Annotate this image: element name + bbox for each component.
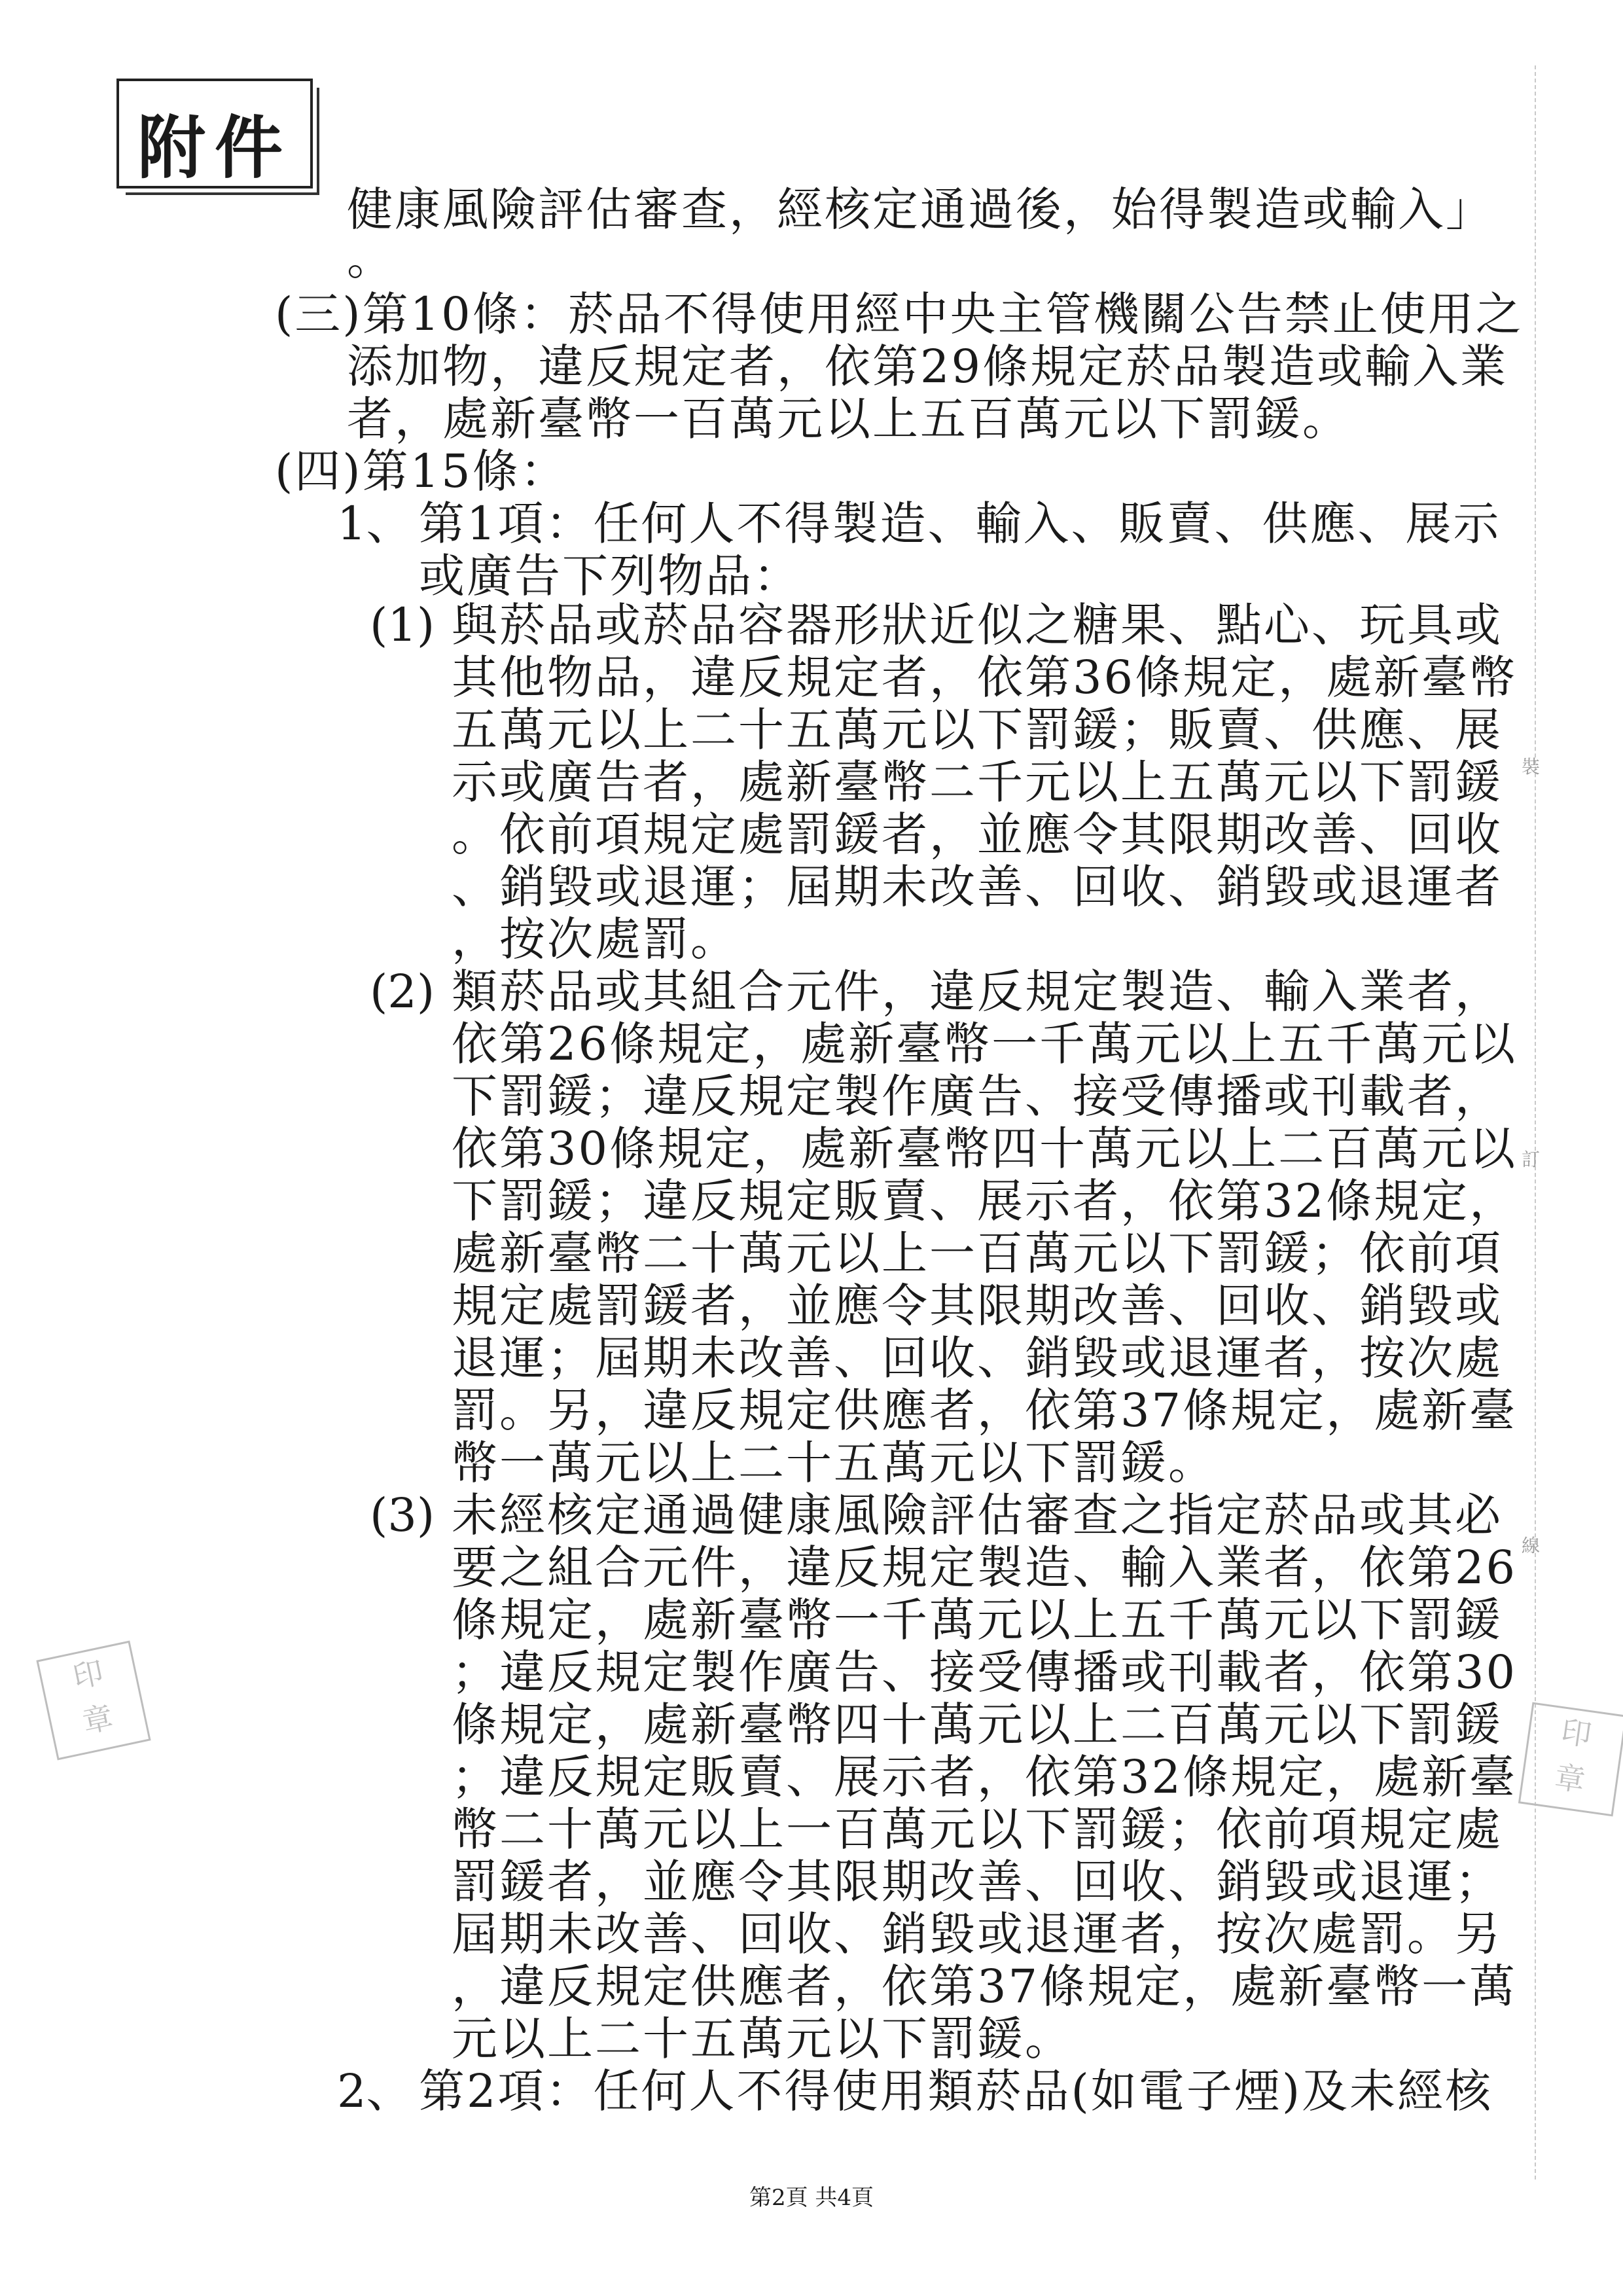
text-line: 者，處新臺幣一百萬元以上五百萬元以下罰鍰。 bbox=[347, 392, 1350, 446]
text-line: (四)第15條： bbox=[275, 444, 568, 498]
text-line: 。依前項規定處罰鍰者，並應令其限期改善、回收 bbox=[452, 808, 1503, 861]
item-marker: (3) bbox=[370, 1488, 435, 1542]
text-line: 處新臺幣二十萬元以上一百萬元以下罰鍰；依前項 bbox=[452, 1227, 1503, 1280]
text-line: 其他物品，違反規定者，依第36條規定，處新臺幣 bbox=[452, 651, 1518, 704]
text-line: 條規定，處新臺幣一千萬元以上五千萬元以下罰鍰 bbox=[452, 1593, 1503, 1647]
binding-mark: 線 bbox=[1522, 1535, 1541, 1556]
item-marker: (1) bbox=[370, 598, 435, 652]
text-line: 或廣告下列物品： bbox=[419, 549, 801, 603]
attachment-label-box bbox=[116, 79, 313, 188]
text-line: 罰。另，違反規定供應者，依第37條規定，處新臺 bbox=[452, 1384, 1518, 1437]
text-line: ；違反規定製作廣告、接受傳播或刊載者，依第30 bbox=[452, 1645, 1518, 1699]
text-line: 、銷毀或退運；屆期未改善、回收、銷毀或退運者 bbox=[452, 860, 1503, 914]
item-marker: 2、 bbox=[337, 2064, 412, 2118]
text-line: 退運；屆期未改善、回收、銷毀或退運者，按次處 bbox=[452, 1331, 1503, 1385]
text-line: 屆期未改善、回收、銷毀或退運者，按次處罰。另 bbox=[452, 1907, 1503, 1961]
text-line: (三)第10條：菸品不得使用經中央主管機關公告禁止使用之 bbox=[275, 287, 1524, 341]
text-line: 依第26條規定，處新臺幣一千萬元以上五千萬元以 bbox=[452, 1017, 1518, 1071]
text-line: 元以上二十五萬元以下罰鍰。 bbox=[452, 2012, 1073, 2066]
text-line: ，違反規定供應者，依第37條規定，處新臺幣一萬 bbox=[452, 1960, 1518, 2013]
binding-mark: 裝 bbox=[1522, 756, 1541, 778]
stamp-seal: 印 章 bbox=[1518, 1702, 1623, 1817]
binding-mark: 訂 bbox=[1522, 1149, 1541, 1170]
text-line: ；違反規定販賣、展示者，依第32條規定，處新臺 bbox=[452, 1750, 1518, 1804]
text-line: 依第30條規定，處新臺幣四十萬元以上二百萬元以 bbox=[452, 1122, 1518, 1175]
text-line: 下罰鍰；違反規定販賣、展示者，依第32條規定， bbox=[452, 1174, 1518, 1228]
stamp-seal: 印 章 bbox=[36, 1641, 151, 1761]
text-line: 與菸品或菸品容器形狀近似之糖果、點心、玩具或 bbox=[452, 598, 1503, 652]
item-marker: 1、 bbox=[337, 497, 412, 550]
text-line: 五萬元以上二十五萬元以下罰鍰；販賣、供應、展 bbox=[452, 703, 1503, 757]
text-line: 罰鍰者，並應令其限期改善、回收、銷毀或退運； bbox=[452, 1855, 1503, 1909]
text-line: 規定處罰鍰者，並應令其限期改善、回收、銷毀或 bbox=[452, 1279, 1503, 1333]
item-marker: (2) bbox=[370, 965, 435, 1018]
attachment-label: 附件 bbox=[137, 108, 292, 188]
text-line: 下罰鍰；違反規定製作廣告、接受傳播或刊載者， bbox=[452, 1069, 1503, 1123]
text-line: 。 bbox=[347, 232, 395, 285]
text-line: 第2項：任何人不得使用類菸品(如電子煙)及未經核 bbox=[419, 2064, 1493, 2118]
page-number: 第2頁 共4頁 bbox=[749, 2185, 874, 2211]
text-line: 類菸品或其組合元件，違反規定製造、輸入業者， bbox=[452, 965, 1503, 1018]
text-line: ，按次處罰。 bbox=[452, 912, 738, 966]
text-line: 健康風險評估審查，經核定通過後，始得製造或輸入」 bbox=[347, 183, 1493, 236]
text-line: 幣一萬元以上二十五萬元以下罰鍰。 bbox=[452, 1436, 1216, 1490]
text-line: 添加物，違反規定者，依第29條規定菸品製造或輸入業 bbox=[347, 340, 1508, 393]
text-line: 幣二十萬元以上一百萬元以下罰鍰；依前項規定處 bbox=[452, 1803, 1503, 1856]
text-line: 未經核定通過健康風險評估審查之指定菸品或其必 bbox=[452, 1488, 1503, 1542]
text-line: 條規定，處新臺幣四十萬元以上二百萬元以下罰鍰 bbox=[452, 1698, 1503, 1751]
text-line: 要之組合元件，違反規定製造、輸入業者，依第26 bbox=[452, 1541, 1518, 1594]
binding-line bbox=[1535, 65, 1536, 2179]
text-line: 示或廣告者，處新臺幣二千元以上五萬元以下罰鍰 bbox=[452, 755, 1503, 809]
text-line: 第1項：任何人不得製造、輸入、販賣、供應、展示 bbox=[419, 497, 1501, 550]
